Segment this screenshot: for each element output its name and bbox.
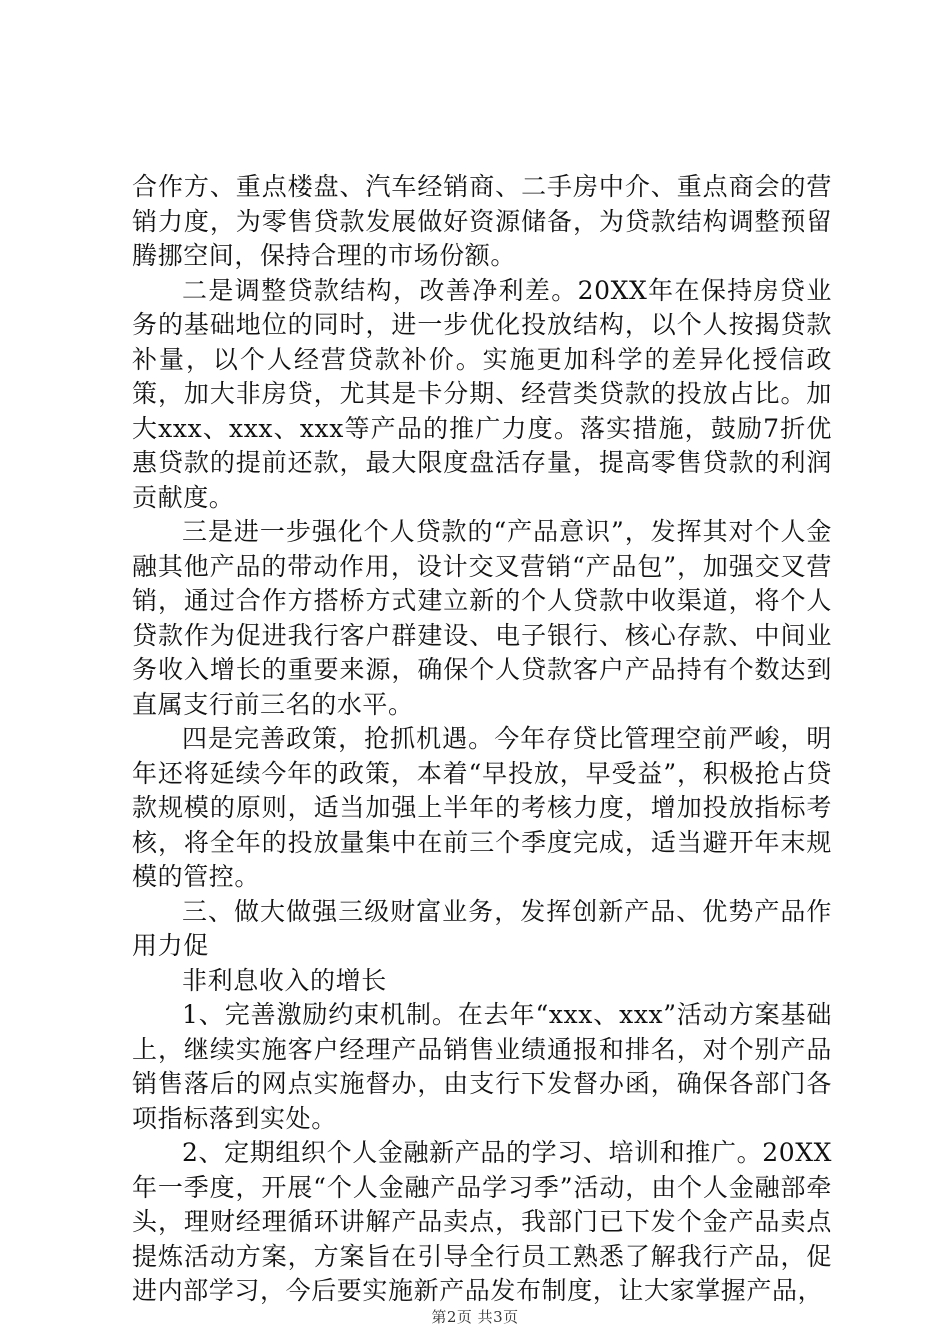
- paragraph-loan-structure: 二是调整贷款结构，改善净利差。20XX年在保持房贷业务的基础地位的同时，进一步优化投放结构，以个人按揭贷款补量，以个人经营贷款补价。实施更加科学的差异化授信政策，加大非房贷，尤其是卡分期、经营类贷款的投放占比。加大xxx、xxx、xxx等产品的推广力度。落实措施，鼓励7折优惠贷款的提前还款，最大限度盘活存量，提高零售贷款的利润贡献度。: [132, 275, 832, 512]
- section-heading-continuation: 非利息收入的增长: [182, 965, 387, 995]
- document-body: [132, 170, 832, 1309]
- section-heading-wealth-business: 三、做大做强三级财富业务，发挥创新产品、优势产品作用力促: [132, 896, 832, 960]
- paragraph-incentive-mechanism: 1、完善激励约束机制。在去年“xxx、xxx”活动方案基础上，继续实施客户经理产品销售业绩通报和排名，对个别产品销售落后的网点实施督办，由支行下发督办函，确保各部门各项指标落到实处。: [132, 1000, 832, 1133]
- paragraph-product-awareness: 三是进一步强化个人贷款的“产品意识”，发挥其对个人金融其他产品的带动作用，设计交叉营销“产品包”，加强交叉营销，通过合作方搭桥方式建立新的个人贷款中收渠道，将个人贷款作为促进我行客户群建设、电子银行、核心存款、中间业务收入增长的重要来源，确保个人贷款客户产品持有个数达到直属支行前三名的水平。: [132, 517, 832, 719]
- paragraph-policy-opportunity: 四是完善政策，抢抓机遇。今年存贷比管理空前严峻，明年还将延续今年的政策，本着“早投放，早受益”，积极抢占贷款规模的原则，适当加强上半年的考核力度，增加投放指标考核，将全年的投放量集中在前三个季度完成，适当避开年末规模的管控。: [132, 724, 832, 891]
- page-number-footer: 第2页 共3页: [431, 1308, 519, 1326]
- paragraph-product-training: 2、定期组织个人金融新产品的学习、培训和推广。20XX年一季度，开展“个人金融产品学习季”活动，由个人金融部牵头，理财经理循环讲解产品卖点，我部门已下发个金产品卖点提炼活动方案，方案旨在引导全行员工熟悉了解我行产品，促进内部学习，今后要实施新产品发布制度，让大家掌握产品，: [132, 1138, 832, 1305]
- paragraph-continued-marketing: 合作方、重点楼盘、汽车经销商、二手房中介、重点商会的营销力度，为零售贷款发展做好资源储备，为贷款结构调整预留腾挪空间，保持合理的市场份额。: [132, 172, 832, 270]
